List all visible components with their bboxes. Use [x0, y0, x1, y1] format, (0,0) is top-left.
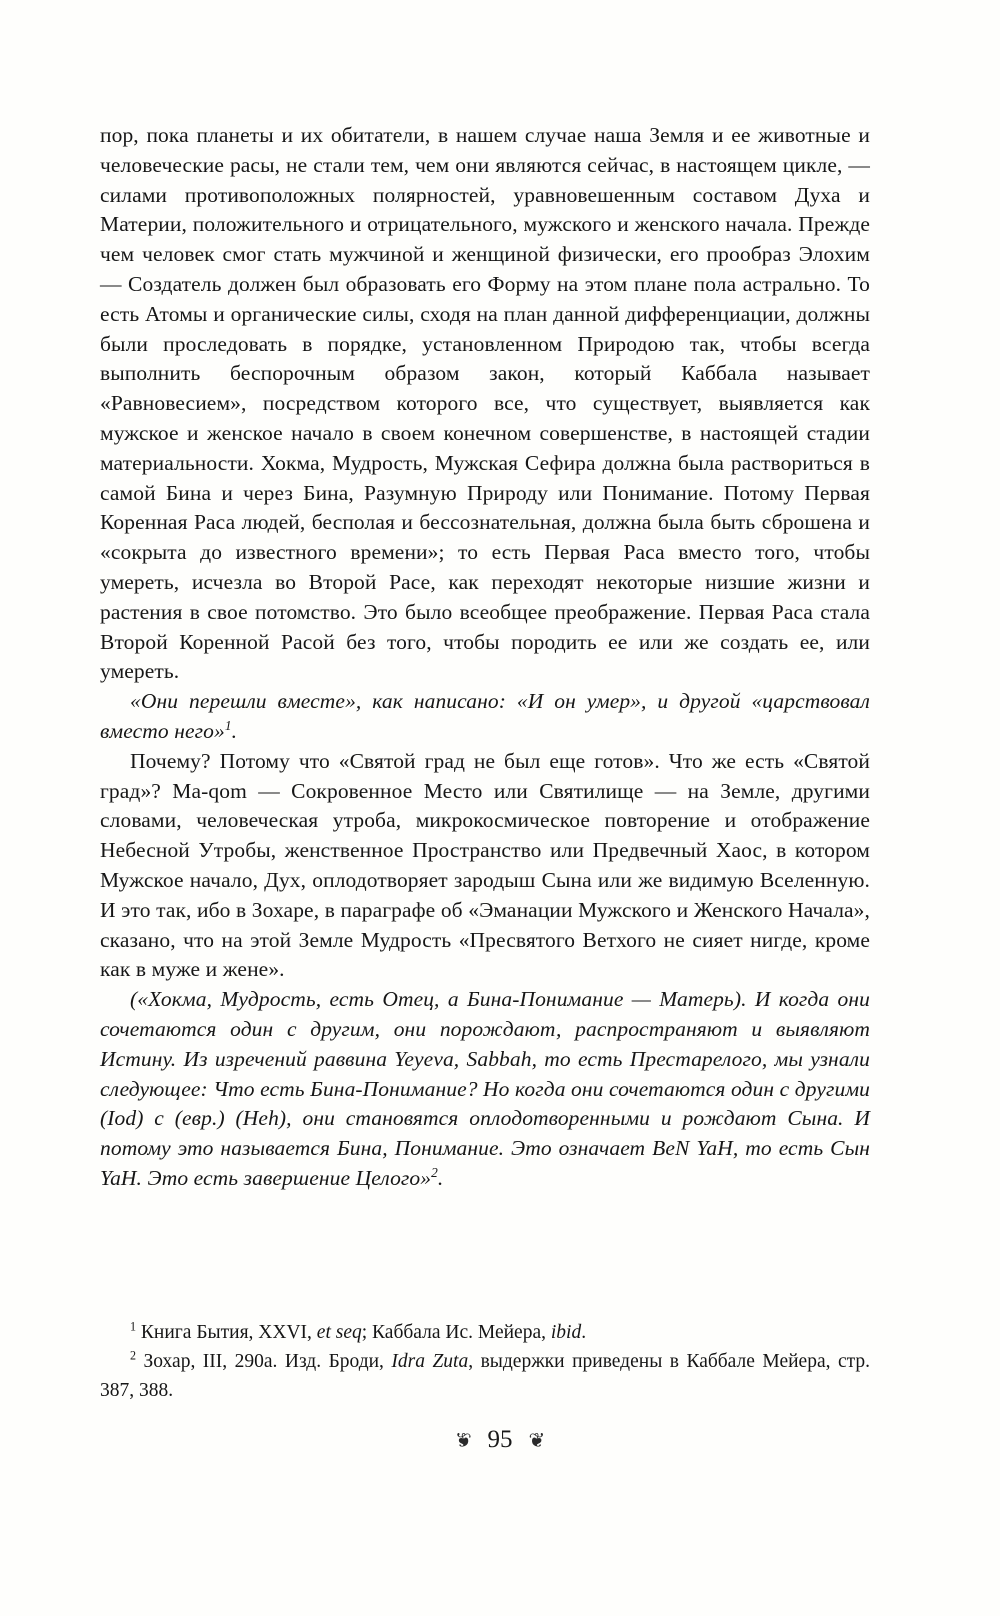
paragraph: «Они перешли вместе», как написано: «И он умер», и другой «царствовал вместо него»$^1$. [100, 689, 870, 743]
page-footer [0, 1426, 1000, 1454]
footnote: $^1$ Книга Бытия, XXVI, et seq; Каббала Ис. Мейера, ibid. [130, 1319, 587, 1343]
paragraph: Почему? Потому что «Святой град не был еще готов». Что же есть «Святой град»? Ma-qom — Сокровенное Место или Святилище — на Земле, другими словами, человеческая утроба, микрокосмическое повторение и отображение Небесной Утробы, женственное Пространство или Предвечный Хаос, в котором Мужское начало, Дух, оплодотворяет зародыш Сына или же видимую Вселенную. И это так, ибо в Зохаре, в параграфе об «Эманации Мужского и Женского Начала», сказано, что на этой Земле Мудрость «Пресвятого Ветхого не сияет нигде, кроме как в муже и жене». [100, 748, 870, 982]
body-text [100, 121, 870, 1194]
paragraph: («Хокма, Мудрость, есть Отец, а Бина-Понимание — Матерь). И когда они сочетаются один с другим, они порождают, распространяют и выявляют Истину. Из изречений раввина Yeyeva, Sabbah, то есть Престарелого, мы узнали следующее: Что есть Бина-Понимание? Но когда они сочетаются один с другими (Iod) с (евр.) (Heh), они становятся оплодотворенными и рождают Сына. И потому это называется Бина, Понимание. Это означает BeN YaH, то есть Сын YaH. Это есть завершение Целого»$^2$. [100, 987, 870, 1190]
page-number: 95 [487, 1426, 513, 1453]
footnote-marker: 2 [130, 1348, 137, 1363]
footnote: $^2$ Зохар, III, 290a. Изд. Броди, Idra Zuta, выдержки приведены в Каббале Мейера, стр. 387, 388. [100, 1348, 870, 1401]
footnote-reference: 2 [431, 1164, 438, 1180]
footnotes [100, 1318, 870, 1405]
paragraph: пор, пока планеты и их обитатели, в нашем случае наша Земля и ее животные и человеческие расы, не стали тем, чем они являются сейчас, в настоящем цикле, — силами противоположных полярностей, уравновешенным составом Духа и Материи, положительного и отрицательного, мужского и женского начала. Прежде чем человек смог стать мужчиной и женщиной физически, его прообраз Элохим — Создатель должен был образовать его Форму на этом плане пола астрально. То есть Атомы и органические силы, сходя на план данной дифференциации, должны были проследовать в порядке, установленном Природою так, чтобы всегда выполнить беспорочным образом закон, который Каббала называет «Равновесием», посредством которого все, что существует, выявляется как мужское и женское начало в своем конечном совершенстве, в настоящей стадии материальности. Хокма, Мудрость, Мужская Сефира должна была раствориться в самой Бина и через Бина, Разумную Природу или Понимание. Потому Первая Коренная Раса людей, бесполая и бессознательная, должна была быть сброшена и «сокрыта до известного времени»; то есть Первая Раса вместо того, чтобы умереть, исчезла во Второй Расе, как переходят некоторые низшие жизни и растения в свое потомство. Это было всеобщее преображение. Первая Раса стала Второй Коренной Расой без того, чтобы породить ее или же создать ее, или умереть. [100, 123, 870, 684]
footnote-reference: 1 [224, 717, 232, 733]
footer-ornament-right-icon: ❦ [528, 1429, 546, 1452]
footnote-marker: 1 [130, 1319, 137, 1334]
footer-ornament-left-icon: ❦ [454, 1429, 472, 1452]
